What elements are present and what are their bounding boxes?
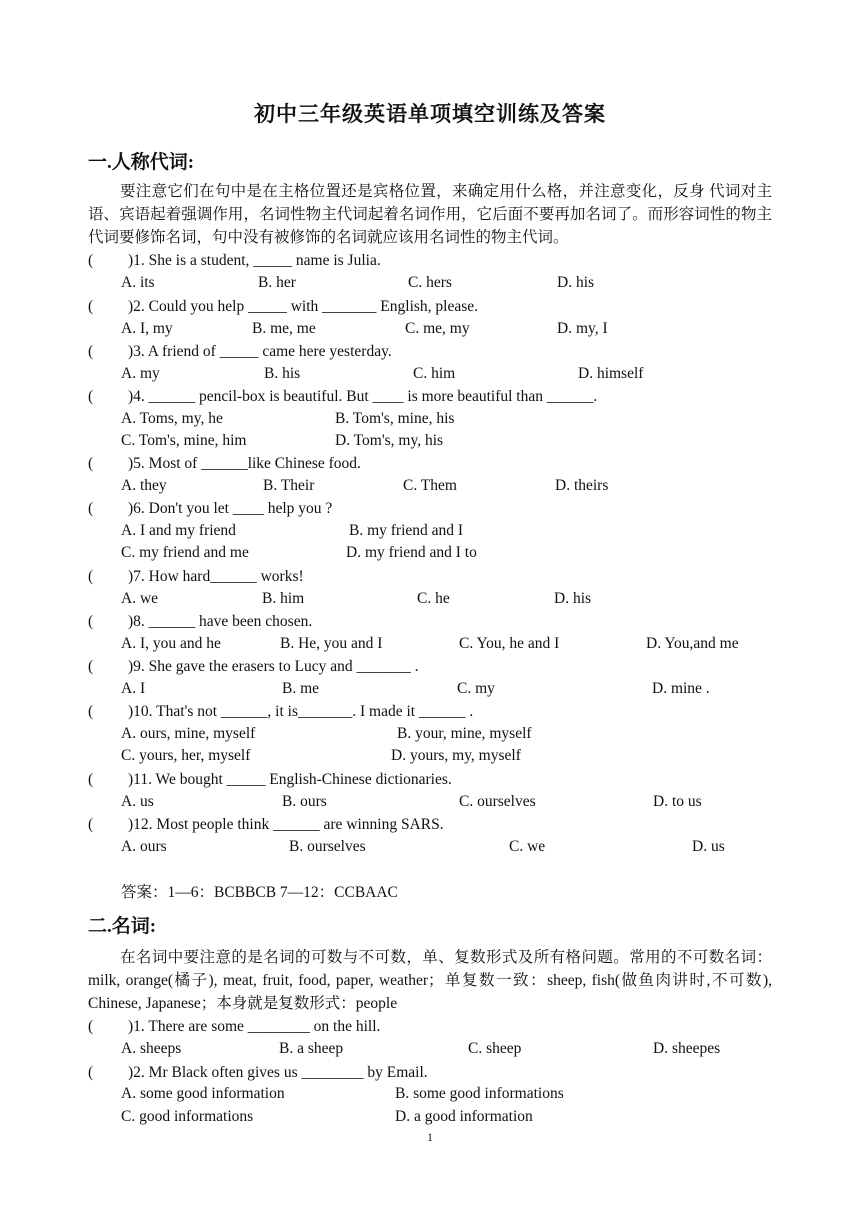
option-d: D. yours, my, myself xyxy=(391,747,521,764)
option-b: B. a sheep xyxy=(279,1040,344,1057)
option-c: C. Tom's, mine, him xyxy=(121,432,247,449)
answer-bracket: ( xyxy=(88,500,94,517)
option-b: B. He, you and I xyxy=(280,635,383,652)
question-stem: )10. That's not ______, it is_______. I made it ______ . xyxy=(128,703,474,720)
option-b: B. me xyxy=(282,680,320,697)
question-11 xyxy=(88,768,452,791)
option-a: A. ours, mine, myself xyxy=(121,725,256,742)
question-stem: )6. Don't you let ____ help you ? xyxy=(128,500,333,517)
answer-bracket: ( xyxy=(88,252,94,269)
option-d: D. theirs xyxy=(555,477,609,494)
question-stem: )3. A friend of _____ came here yesterday. xyxy=(128,343,392,360)
question-5 xyxy=(88,452,361,475)
option-b: B. his xyxy=(264,365,301,382)
option-b: B. your, mine, myself xyxy=(397,725,532,742)
option-a: A. sheeps xyxy=(121,1040,182,1057)
option-b: B. some good informations xyxy=(395,1085,564,1102)
option-d: D. his xyxy=(554,590,592,607)
question-stem: )1. She is a student, _____ name is Julia. xyxy=(128,252,381,269)
option-d: D. my, I xyxy=(557,320,608,337)
option-c: C. ourselves xyxy=(459,793,536,810)
answer-bracket: ( xyxy=(88,388,94,405)
option-d: D. sheepes xyxy=(653,1040,721,1057)
answer-bracket: ( xyxy=(88,455,94,472)
page-number: 1 xyxy=(427,1130,433,1144)
question-7 xyxy=(88,565,304,588)
question-2 xyxy=(88,295,478,318)
option-a: A. some good information xyxy=(121,1085,285,1102)
option-a: A. I, you and he xyxy=(121,635,221,652)
question-6 xyxy=(88,497,332,520)
option-d: D. Tom's, my, his xyxy=(335,432,444,449)
option-c: C. my friend and me xyxy=(121,544,249,561)
option-c: C. him xyxy=(413,365,456,382)
option-a: A. I and my friend xyxy=(121,522,236,539)
option-c: C. sheep xyxy=(468,1040,522,1057)
option-a: A. we xyxy=(121,590,159,607)
option-c: C. he xyxy=(417,590,450,607)
answer-bracket: ( xyxy=(88,298,94,315)
question-stem: )7. How hard______ works! xyxy=(128,568,304,585)
option-d: D. himself xyxy=(578,365,644,382)
option-c: C. good informations xyxy=(121,1108,254,1125)
option-b: B. my friend and I xyxy=(349,522,464,539)
option-c: C. me, my xyxy=(405,320,470,337)
option-c: C. we xyxy=(509,838,546,855)
option-d: D. us xyxy=(692,838,725,855)
question-stem: )2. Mr Black often gives us ________ by Email. xyxy=(128,1064,428,1081)
option-b: B. her xyxy=(258,274,296,291)
option-a: A. its xyxy=(121,274,155,291)
answer-bracket: ( xyxy=(88,771,94,788)
option-d: D. a good information xyxy=(395,1108,533,1125)
question-stem: )8. ______ have been chosen. xyxy=(128,613,313,630)
option-a: A. I, my xyxy=(121,320,173,337)
question-12 xyxy=(88,813,444,836)
answer-bracket: ( xyxy=(88,658,94,675)
answer-bracket: ( xyxy=(88,816,94,833)
question-stem: )11. We bought _____ English-Chinese dictionaries. xyxy=(128,771,452,788)
question-9 xyxy=(88,655,419,678)
option-c: C. my xyxy=(457,680,495,697)
option-a: A. us xyxy=(121,793,154,810)
question-stem: )9. She gave the erasers to Lucy and _______ . xyxy=(128,658,419,675)
section-intro-pronouns: 要注意它们在句中是在主格位置还是宾格位置，来确定用什么格，并注意变化，反身 代词对主语、宾语起着强调作用，名词性物主代词起着名词作用，它后面不要再加名词了。而形容词性的物主代词要修饰名词，句中没有被修饰的名词就应该用名词性的物主代词。 xyxy=(88,183,772,246)
question-8 xyxy=(88,610,312,633)
question-4 xyxy=(88,385,597,408)
option-c: C. You, he and I xyxy=(459,635,560,652)
question-1 xyxy=(88,249,381,272)
question-stem: )2. Could you help _____ with _______ English, please. xyxy=(128,298,479,315)
answer-key: 答案：1—6：BCBBCB 7—12：CCBAAC xyxy=(121,884,398,901)
page-title: 初中三年级英语单项填空训练及答案 xyxy=(254,102,606,126)
option-c: C. Them xyxy=(403,477,457,494)
option-d: D. his xyxy=(557,274,595,291)
option-b: B. Their xyxy=(263,477,315,494)
answer-bracket: ( xyxy=(88,1064,94,1081)
option-c: C. hers xyxy=(408,274,452,291)
option-b: B. him xyxy=(262,590,305,607)
option-b: B. ourselves xyxy=(289,838,366,855)
question-stem: )5. Most of ______like Chinese food. xyxy=(128,455,361,472)
option-d: D. mine . xyxy=(652,680,710,697)
answer-bracket: ( xyxy=(88,613,94,630)
option-a: A. my xyxy=(121,365,160,382)
option-d: D. my friend and I to xyxy=(346,544,477,561)
option-a: A. Toms, my, he xyxy=(121,410,223,427)
question-1 xyxy=(88,1015,380,1038)
option-b: B. Tom's, mine, his xyxy=(335,410,455,427)
question-2 xyxy=(88,1061,428,1084)
option-d: D. You,and me xyxy=(646,635,739,652)
question-stem: )1. There are some ________ on the hill. xyxy=(128,1018,381,1035)
question-stem: )4. ______ pencil-box is beautiful. But ____ is more beautiful than ______. xyxy=(128,388,598,405)
question-10 xyxy=(88,700,473,723)
question-3 xyxy=(88,340,392,363)
option-d: D. to us xyxy=(653,793,702,810)
answer-bracket: ( xyxy=(88,703,94,720)
option-a: A. ours xyxy=(121,838,167,855)
answer-bracket: ( xyxy=(88,1018,94,1035)
answer-bracket: ( xyxy=(88,343,94,360)
option-b: B. me, me xyxy=(252,320,316,337)
section-intro-nouns: 在名词中要注意的是名词的可数与不可数，单、复数形式及所有格问题。常用的不可数名词：milk, orange(橘子), meat, fruit, food, paper, weather；单复数一致：sheep, fish(做鱼肉讲时,不可数), Chinese, Japanese；本身就是复数形式：people xyxy=(88,949,772,1012)
option-b: B. ours xyxy=(282,793,327,810)
answer-bracket: ( xyxy=(88,568,94,585)
option-c: C. yours, her, myself xyxy=(121,747,251,764)
option-a: A. they xyxy=(121,477,167,494)
section-heading-pronouns: 一.人称代词: xyxy=(88,152,195,173)
section-heading-nouns: 二.名词: xyxy=(88,916,157,937)
option-a: A. I xyxy=(121,680,146,697)
question-stem: )12. Most people think ______ are winning SARS. xyxy=(128,816,444,833)
